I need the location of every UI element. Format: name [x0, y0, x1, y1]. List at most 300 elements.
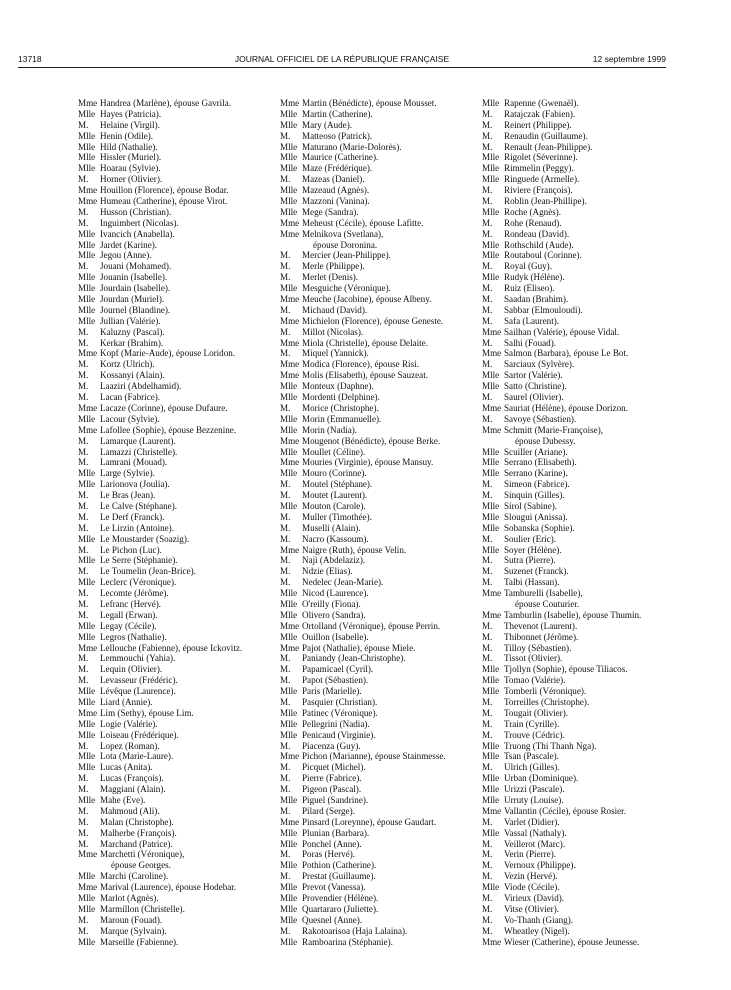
person-name: Savoye (Sébastien). — [504, 413, 577, 424]
list-item — [78, 490, 278, 501]
list-item — [280, 806, 480, 817]
civility-title: M. — [482, 108, 493, 119]
civility-title: Mlle — [78, 250, 96, 261]
civility-title: M. — [78, 370, 89, 381]
civility-title: Mlle — [280, 729, 298, 740]
civility-title: Mlle — [78, 555, 96, 566]
civility-title: Mlle — [280, 500, 298, 511]
person-name: Liard (Annie). — [100, 696, 153, 707]
civility-title: Mlle — [280, 392, 298, 403]
person-name: épouse Georges. — [111, 860, 171, 871]
list-item — [78, 142, 278, 153]
civility-title: Mlle — [280, 196, 298, 207]
civility-title: M. — [280, 490, 291, 501]
person-name: Mazzoni (Vanina). — [302, 196, 370, 207]
person-name: Simeon (Fabrice). — [504, 479, 570, 490]
civility-title: M. — [482, 871, 493, 882]
civility-title: Mlle — [280, 163, 298, 174]
list-item — [482, 860, 672, 871]
person-name: Handrea (Marlène), épouse Gavrila. — [100, 98, 232, 108]
civility-title: Mlle — [482, 882, 500, 893]
list-item — [78, 795, 278, 806]
civility-title: Mlle — [78, 141, 96, 152]
person-name: Renault (Jean-Philippe). — [504, 141, 593, 152]
person-name: Varlet (Didier). — [504, 816, 560, 827]
person-name: Laaziri (Abdelhamid). — [100, 381, 182, 392]
person-name: Nacro (Kassoum). — [302, 533, 369, 544]
person-name: Paris (Marielle). — [302, 686, 362, 697]
list-item — [280, 675, 480, 686]
person-name: Henin (Odile). — [100, 130, 154, 141]
list-item — [78, 457, 278, 468]
civility-title: Mlle — [482, 239, 500, 250]
list-item — [280, 218, 480, 229]
person-name: Pellegrini (Nadia). — [302, 718, 370, 729]
list-item — [280, 359, 480, 370]
civility-title: Mlle — [482, 686, 500, 697]
list-item — [280, 588, 480, 599]
person-name: Thibonnet (Jérôme). — [504, 631, 579, 642]
person-name: Pilard (Serge). — [302, 805, 355, 816]
civility-title: Mlle — [482, 468, 500, 479]
civility-title: M. — [482, 304, 493, 315]
civility-title: M. — [78, 773, 89, 784]
civility-title: M. — [78, 925, 89, 936]
civility-title: Mlle — [280, 141, 298, 152]
civility-title: Mme — [482, 609, 502, 620]
list-item — [482, 926, 672, 937]
person-name: Merlet (Denis). — [302, 272, 359, 283]
person-name: Torreilles (Christophe). — [504, 696, 590, 707]
person-name: Moutel (Stéphane). — [302, 479, 373, 490]
person-name: Morin (Emmanuelle). — [302, 413, 382, 424]
person-name: Le Moustarder (Soazig). — [100, 533, 190, 544]
list-item — [78, 207, 278, 218]
civility-title: Mme — [280, 337, 300, 348]
list-item — [482, 566, 672, 577]
person-name: Marlot (Agnès). — [100, 893, 159, 904]
list-item — [280, 120, 480, 131]
person-name: Journel (Blandine). — [100, 304, 171, 315]
civility-title: M. — [280, 130, 291, 141]
list-item — [482, 893, 672, 904]
person-name: Millot (Nicolas). — [302, 326, 364, 337]
list-item — [482, 414, 672, 425]
person-name: Ouillon (Isabelle). — [302, 631, 369, 642]
list-item — [280, 425, 480, 436]
person-name: Jardet (Karine). — [100, 239, 158, 250]
civility-title: M. — [78, 217, 89, 228]
civility-title: Mme — [78, 185, 98, 196]
list-item — [78, 882, 278, 893]
civility-title: M. — [78, 206, 89, 217]
civility-title: Mlle — [280, 903, 298, 914]
list-item — [280, 174, 480, 185]
civility-title: Mlle — [280, 914, 298, 925]
person-name: Jegou (Anne). — [100, 250, 152, 261]
civility-title: Mme — [280, 228, 300, 239]
civility-title: Mme — [78, 98, 98, 108]
person-name: Rimmelin (Peggy). — [504, 163, 574, 174]
person-name: Tomao (Valérie). — [504, 675, 566, 686]
person-name: Mazeas (Daniel). — [302, 174, 365, 185]
person-name: Serrano (Elisabeth). — [504, 457, 577, 468]
civility-title: M. — [482, 119, 493, 130]
person-name: Picquet (Michel). — [302, 762, 366, 773]
person-name: Sauriat (Hélène), épouse Dorizon. — [504, 402, 628, 413]
person-name: Ramboarina (Stéphanie). — [302, 936, 393, 947]
person-name: Lacaze (Corinne), épouse Dufaure. — [100, 402, 228, 413]
list-item — [482, 762, 672, 773]
person-name: Lucas (François). — [100, 773, 164, 784]
person-name: Train (Cyrille). — [504, 718, 560, 729]
civility-title: Mme — [280, 457, 300, 468]
person-name: Matteoso (Patrick). — [302, 130, 373, 141]
list-item — [482, 447, 672, 458]
person-name: Naji (Abdelaziz). — [302, 555, 366, 566]
person-name: Marque (Sylvain). — [100, 925, 167, 936]
list-item — [78, 599, 278, 610]
person-name: Maroun (Fouad). — [100, 914, 163, 925]
list-item — [482, 664, 672, 675]
list-item — [482, 534, 672, 545]
civility-title: M. — [280, 805, 291, 816]
list-item — [482, 545, 672, 556]
list-item — [482, 403, 672, 414]
list-item — [280, 610, 480, 621]
civility-title: M. — [280, 664, 291, 675]
civility-title: Mlle — [78, 762, 96, 773]
list-item — [78, 523, 278, 534]
person-name: Prevot (Vanessa). — [302, 882, 366, 893]
person-name: Lamazzi (Christelle). — [100, 446, 178, 457]
person-name: Mouton (Carole). — [302, 500, 366, 511]
person-name: Jourdain (Isabelle). — [100, 283, 171, 294]
person-name: épouse Doronina. — [313, 239, 378, 250]
list-item — [280, 98, 480, 109]
person-name: Molis (Elisabeth), épouse Sauzeat. — [302, 370, 429, 381]
person-name: Jouani (Mohamed). — [100, 261, 172, 272]
civility-title: Mlle — [280, 468, 298, 479]
list-item — [482, 218, 672, 229]
civility-title: Mme — [280, 294, 300, 305]
list-item — [78, 479, 278, 490]
person-name: Schmitt (Marie-Françoise), — [504, 424, 603, 435]
list-item — [280, 839, 480, 850]
civility-title: M. — [78, 653, 89, 664]
list-item — [482, 839, 672, 850]
civility-title: Mme — [78, 196, 98, 207]
person-name: Sailhan (Valérie), épouse Vidal. — [504, 326, 620, 337]
civility-title: M. — [482, 566, 493, 577]
civility-title: M. — [482, 925, 493, 936]
person-name: Tamburlin (Isabelle), épouse Thumin. — [504, 609, 642, 620]
civility-title: Mlle — [482, 250, 500, 261]
civility-title: M. — [280, 925, 291, 936]
civility-title: M. — [78, 740, 89, 751]
person-name: Nedelec (Jean-Marie). — [302, 577, 384, 588]
civility-title: Mlle — [78, 936, 96, 947]
person-name: Kaluzny (Pascal). — [100, 326, 165, 337]
civility-title: Mlle — [78, 108, 96, 119]
civility-title: Mlle — [78, 163, 96, 174]
civility-title: M. — [482, 141, 493, 152]
person-name: Vezin (Hervé). — [504, 871, 558, 882]
person-name: Kerkar (Brahim). — [100, 337, 164, 348]
list-item — [280, 457, 480, 468]
list-item — [280, 109, 480, 120]
person-name: Humeau (Catherine), épouse Virot. — [100, 196, 228, 207]
list-item — [482, 741, 672, 752]
list-item — [482, 240, 672, 251]
name-column-2 — [280, 98, 480, 947]
civility-title: Mme — [280, 315, 300, 326]
list-item — [482, 904, 672, 915]
list-item — [482, 915, 672, 926]
civility-title: Mme — [78, 642, 98, 653]
civility-title: M. — [482, 849, 493, 860]
header-rule — [18, 67, 666, 68]
civility-title: Mlle — [482, 511, 500, 522]
civility-title: Mme — [280, 620, 300, 631]
civility-title: M. — [78, 326, 89, 337]
list-item — [482, 131, 672, 142]
civility-title: Mlle — [482, 773, 500, 784]
civility-title: Mme — [280, 816, 300, 827]
list-item — [482, 675, 672, 686]
list-item — [280, 261, 480, 272]
list-item — [280, 860, 480, 871]
list-item — [482, 577, 672, 588]
person-name: Lacan (Fabrice). — [100, 392, 161, 403]
person-name: Le Lirzin (Antoine). — [100, 522, 174, 533]
list-item — [78, 741, 278, 752]
list-item — [482, 359, 672, 370]
person-name: Kossanyi (Alain). — [100, 370, 165, 381]
list-item — [78, 316, 278, 327]
list-item — [78, 98, 278, 109]
civility-title: Mlle — [482, 152, 500, 163]
civility-title: M. — [482, 696, 493, 707]
person-name: Urizzi (Pascale). — [504, 784, 565, 795]
person-name: Pichon (Marianne), épouse Stainmesse. — [302, 751, 446, 762]
list-item — [280, 185, 480, 196]
list-item — [482, 142, 672, 153]
person-name: Royal (Guy). — [504, 261, 552, 272]
civility-title: Mme — [78, 402, 98, 413]
civility-title: Mlle — [280, 424, 298, 435]
person-name: Pinsard (Loreynne), épouse Gaudart. — [302, 816, 437, 827]
list-item — [482, 370, 672, 381]
person-name: Lefranc (Hervé). — [100, 598, 162, 609]
list-item — [280, 926, 480, 937]
person-name: Morin (Nadia). — [302, 424, 358, 435]
person-name: Large (Sylvie). — [100, 468, 155, 479]
person-name: épouse Couturier. — [515, 598, 580, 609]
list-item — [280, 643, 480, 654]
person-name: Melnikova (Svetlana), — [302, 228, 384, 239]
list-item — [482, 294, 672, 305]
civility-title: M. — [78, 522, 89, 533]
list-item — [78, 294, 278, 305]
civility-title: Mlle — [280, 707, 298, 718]
person-name: Maurice (Catherine). — [302, 152, 379, 163]
person-name: Patinec (Véronique). — [302, 707, 378, 718]
person-name: Maturano (Marie-Dolorès). — [302, 141, 402, 152]
person-name: Legay (Cécile). — [100, 620, 157, 631]
civility-title: M. — [280, 533, 291, 544]
person-name: Sinquin (Gilles). — [504, 490, 565, 501]
person-name: Mouries (Virginie), épouse Mansuy. — [302, 457, 434, 468]
list-item — [482, 806, 672, 817]
list-item — [482, 937, 672, 948]
civility-title: Mme — [280, 370, 300, 381]
civility-title: Mlle — [482, 784, 500, 795]
list-item — [482, 599, 672, 610]
civility-title: M. — [482, 903, 493, 914]
civility-title: M. — [78, 392, 89, 403]
civility-title: Mlle — [78, 272, 96, 283]
list-item — [482, 621, 672, 632]
civility-title: M. — [280, 261, 291, 272]
list-item — [78, 697, 278, 708]
civility-title: M. — [280, 511, 291, 522]
person-name: Kopf (Marie-Aude), épouse Loridon. — [100, 348, 236, 359]
civility-title: Mlle — [78, 893, 96, 904]
list-item — [482, 163, 672, 174]
civility-title: M. — [280, 871, 291, 882]
list-item — [78, 174, 278, 185]
person-name: Pasquier (Christian). — [302, 696, 378, 707]
person-name: Provendier (Hélène). — [302, 893, 379, 904]
list-item — [482, 686, 672, 697]
list-item — [78, 708, 278, 719]
civility-title: Mlle — [280, 860, 298, 871]
civility-title: M. — [280, 304, 291, 315]
civility-title: M. — [280, 348, 291, 359]
list-item — [78, 512, 278, 523]
person-name: Renaudin (Guillaume). — [504, 130, 588, 141]
civility-title: M. — [280, 272, 291, 283]
list-item — [482, 751, 672, 762]
list-item — [482, 327, 672, 338]
person-name: Viode (Cécile). — [504, 882, 560, 893]
list-item — [78, 719, 278, 730]
civility-title: M. — [482, 762, 493, 773]
list-item — [482, 120, 672, 131]
list-item — [78, 425, 278, 436]
civility-title: M. — [482, 893, 493, 904]
person-name: Miola (Christelle), épouse Delaite. — [302, 337, 429, 348]
person-name: Le Derf (Franck). — [100, 511, 165, 522]
person-name: Legros (Nathalie). — [100, 631, 167, 642]
list-item — [482, 229, 672, 240]
civility-title: M. — [280, 402, 291, 413]
person-name: Lévêque (Laurence). — [100, 686, 176, 697]
list-item — [482, 468, 672, 479]
civility-title: M. — [78, 359, 89, 370]
list-item — [280, 250, 480, 261]
person-name: Mahmoud (Ali). — [100, 805, 160, 816]
list-item — [482, 871, 672, 882]
civility-title: M. — [482, 283, 493, 294]
person-name: Hissler (Muriel). — [100, 152, 162, 163]
person-name: Vitse (Olivier). — [504, 903, 560, 914]
person-name: Hoarau (Sylvie). — [100, 163, 161, 174]
civility-title: M. — [78, 457, 89, 468]
civility-title: M. — [78, 609, 89, 620]
person-name: Virieux (David). — [504, 893, 565, 904]
person-name: Rondeau (David). — [504, 228, 570, 239]
civility-title: M. — [78, 337, 89, 348]
civility-title: M. — [78, 805, 89, 816]
civility-title: M. — [78, 827, 89, 838]
list-item — [280, 904, 480, 915]
person-name: Saurel (Olivier). — [504, 392, 564, 403]
person-name: Plunian (Barbara). — [302, 827, 370, 838]
list-item — [78, 240, 278, 251]
person-name: Lemmouchi (Yahia). — [100, 653, 176, 664]
civility-title: Mme — [78, 849, 98, 860]
civility-title: Mlle — [482, 664, 500, 675]
person-name: Moutet (Laurent). — [302, 490, 368, 501]
civility-title: M. — [482, 315, 493, 326]
list-item — [280, 370, 480, 381]
civility-title: Mlle — [482, 522, 500, 533]
person-name: Naigre (Ruth), épouse Velin. — [302, 544, 407, 555]
journal-title: JOURNAL OFFICIEL DE LA RÉPUBLIQUE FRANÇAISE — [234, 54, 450, 64]
list-item — [78, 152, 278, 163]
person-name: Husson (Christian). — [100, 206, 172, 217]
list-item — [280, 403, 480, 414]
list-item — [78, 501, 278, 512]
civility-title: Mlle — [78, 413, 96, 424]
person-name: Roche (Agnès). — [504, 206, 562, 217]
civility-title: M. — [482, 533, 493, 544]
civility-title: Mme — [280, 435, 300, 446]
list-item — [78, 468, 278, 479]
person-name: Martin (Catherine). — [302, 108, 373, 119]
person-name: Ruiz (Eliseo). — [504, 283, 555, 294]
civility-title: M. — [78, 588, 89, 599]
list-item — [280, 468, 480, 479]
person-name: Satto (Christine). — [504, 381, 567, 392]
civility-title: M. — [280, 566, 291, 577]
civility-title: Mlle — [78, 903, 96, 914]
person-name: Lequin (Olivier). — [100, 664, 163, 675]
person-name: Mordenti (Delphine). — [302, 392, 380, 403]
person-name: Martin (Bénédicte), épouse Mousset. — [302, 98, 437, 108]
civility-title: Mlle — [78, 479, 96, 490]
person-name: Tilloy (Sébastien). — [504, 642, 572, 653]
list-item — [482, 305, 672, 316]
person-name: Tissot (Olivier). — [504, 653, 563, 664]
list-item — [280, 741, 480, 752]
person-name: Lota (Marie-Laure). — [100, 751, 174, 762]
list-item — [280, 479, 480, 490]
list-item — [78, 632, 278, 643]
list-item — [78, 610, 278, 621]
person-name: Miquel (Yannick). — [302, 348, 369, 359]
civility-title: Mlle — [78, 130, 96, 141]
person-name: Rapenne (Gwenaël). — [504, 98, 579, 108]
civility-title: Mlle — [280, 893, 298, 904]
person-name: Meuche (Jacobine), épouse Albeny. — [302, 294, 432, 305]
list-item — [280, 392, 480, 403]
list-item — [280, 316, 480, 327]
person-name: Ringuede (Armelle). — [504, 174, 580, 185]
civility-title: Mlle — [482, 751, 500, 762]
